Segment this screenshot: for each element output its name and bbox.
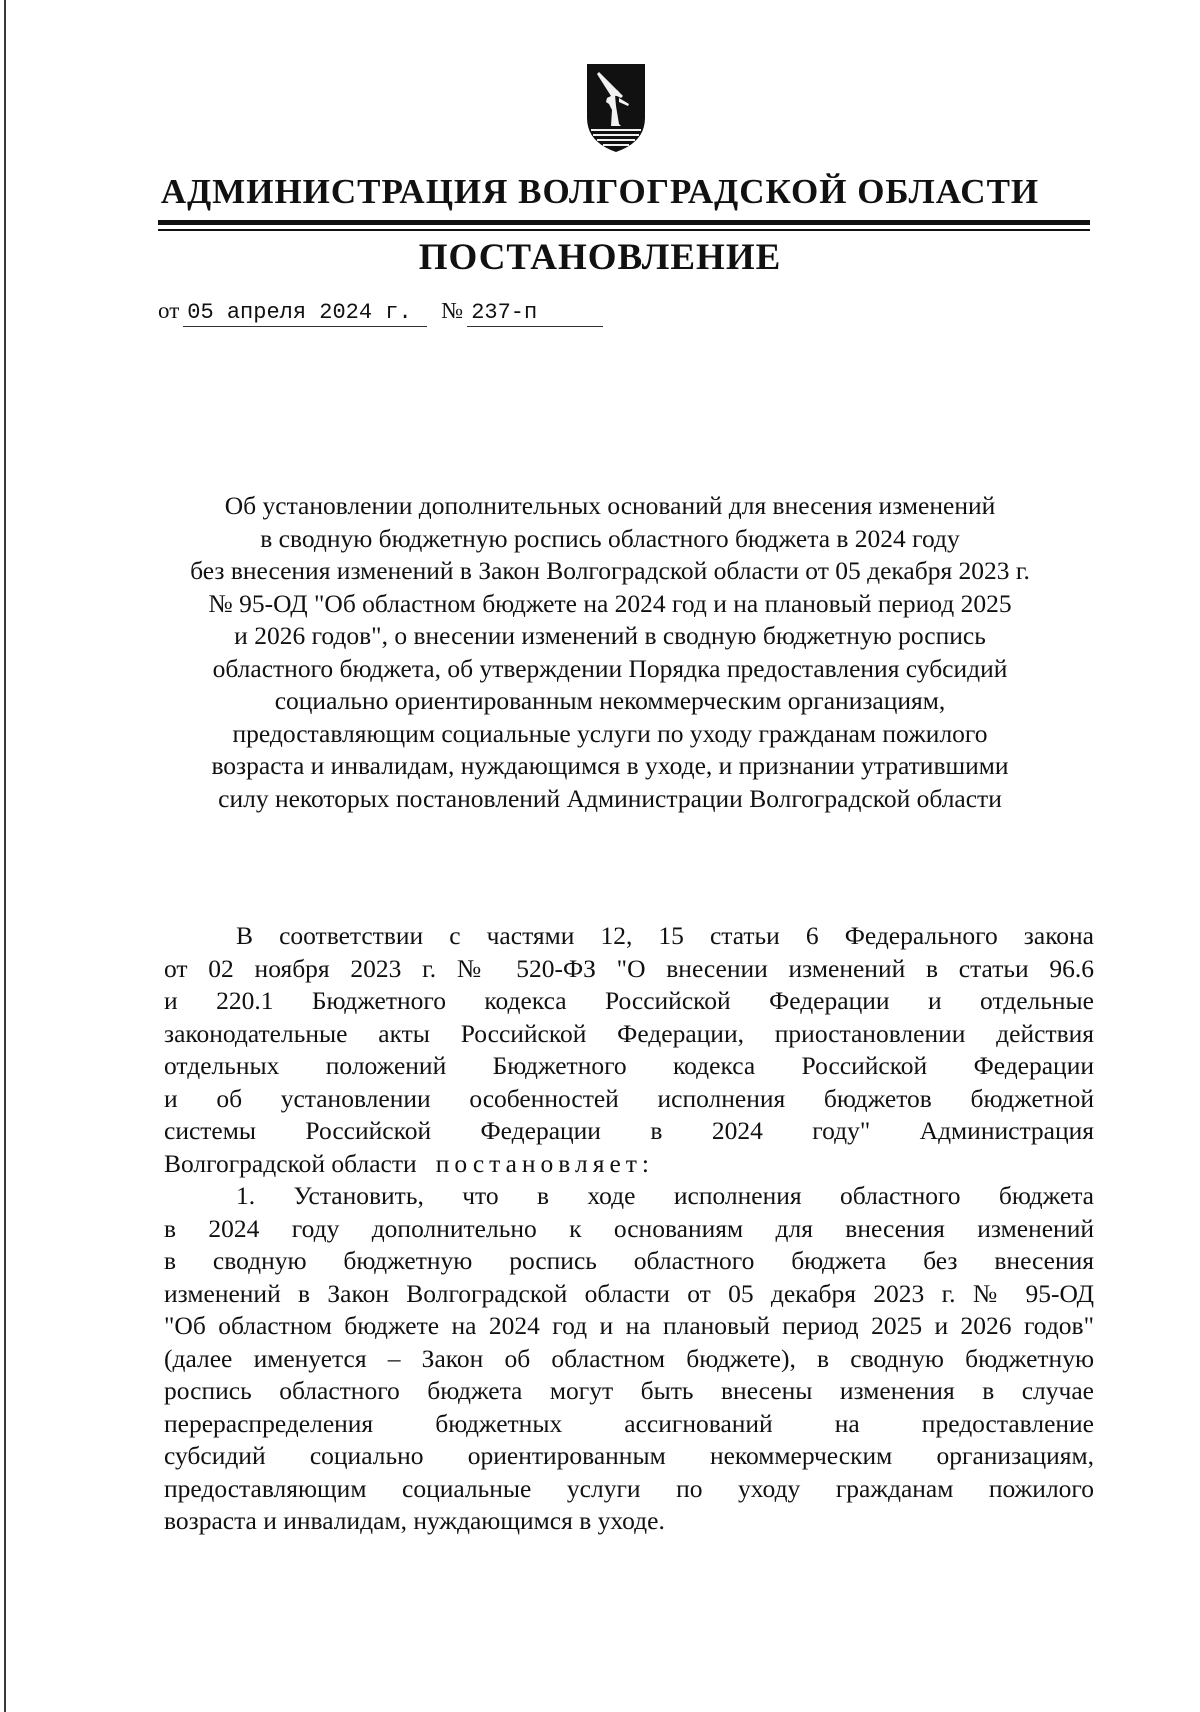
preamble-line: отдельных положений Бюджетного кодекса Российской Федерации xyxy=(164,1051,1094,1080)
document-type-title: ПОСТАНОВЛЕНИЕ xyxy=(418,237,782,278)
document-body xyxy=(164,920,1094,1538)
clause-line: 1. Установить, что в ходе исполнения областного бюджета xyxy=(236,1181,1094,1210)
clause-line: (далее именуется – Закон об областном бюджете), в сводную бюджетную xyxy=(164,1343,1094,1373)
subject-line: социально ориентированным некоммерческим организациям, xyxy=(274,686,946,715)
date-label: от xyxy=(158,298,180,323)
clause-line: изменений в Закон Волгоградской области от 05 декабря 2023 г. № 95-ОД xyxy=(164,1278,1094,1308)
preamble-line: законодательные акты Российской Федерации, приостановлении действия xyxy=(164,1018,1094,1048)
subject-line: предоставляющим социальные услуги по уходу гражданам пожилого xyxy=(232,718,988,748)
subject-line: возраста и инвалидам, нуждающимся в уходе, и признании утратившими xyxy=(211,751,1009,780)
preamble-line: В соответствии с частями 12, 15 статьи 6 Федерального закона xyxy=(236,921,1094,950)
clause-line: "Об областном бюджете на 2024 год и на плановый период 2025 и 2026 годов" xyxy=(164,1311,1094,1340)
preamble-line: и об установлении особенностей исполнения бюджетов бюджетной xyxy=(164,1083,1094,1113)
header-rule-thin xyxy=(158,229,1090,231)
preamble-final-line xyxy=(164,1148,1094,1181)
clause-line: в 2024 году дополнительно к основаниям для внесения изменений xyxy=(164,1213,1094,1243)
subject-line: силу некоторых постановлений Администрации Волгоградской области xyxy=(218,783,1002,813)
clause-line: субсидий социально ориентированным некоммерческим организациям, xyxy=(164,1441,1094,1470)
subject-line: и 2026 годов", о внесении изменений в сводную бюджетную роспись xyxy=(234,621,986,650)
date-value: 05 апреля 2024 г. xyxy=(183,300,427,327)
preamble-line: системы Российской Федерации в 2024 году" Администрация xyxy=(164,1116,1094,1145)
scan-edge-line xyxy=(4,0,6,1712)
preamble-line: и 220.1 Бюджетного кодекса Российской Федерации и отдельные xyxy=(164,986,1094,1015)
clause-line: возраста и инвалидам, нуждающимся в уходе. xyxy=(164,1506,665,1535)
clause-line: перераспределения бюджетных ассигнований на предоставление xyxy=(164,1408,1094,1438)
subject-line: без внесения изменений в Закон Волгоградской области от 05 декабря 2023 г. xyxy=(190,556,1030,585)
subject-line: областного бюджета, об утверждении Порядка предоставления субсидий xyxy=(212,653,1008,683)
subject-line: № 95-ОД "Об областном бюджете на 2024 год и на плановый период 2025 xyxy=(208,588,1012,618)
clause-line: предоставляющим социальные услуги по уходу гражданам пожилого xyxy=(164,1473,1094,1503)
number-label: № xyxy=(441,298,464,323)
subject-line: Об установлении дополнительных оснований для внесения изменений xyxy=(224,491,996,520)
clause-line: в сводную бюджетную роспись областного бюджета без внесения xyxy=(164,1246,1094,1275)
date-number-line xyxy=(158,298,603,327)
number-value: 237-п xyxy=(467,300,603,327)
clause-line: роспись областного бюджета могут быть внесены изменения в случае xyxy=(164,1376,1094,1405)
volgograd-emblem-icon xyxy=(585,62,647,154)
subject-line: в сводную бюджетную роспись областного бюджета в 2024 году xyxy=(260,523,960,553)
preamble-line: от 02 ноября 2023 г. № 520-ФЗ "О внесении изменений в статьи 96.6 xyxy=(164,953,1094,983)
header-rule-thick xyxy=(158,220,1090,225)
document-subject xyxy=(160,490,1060,815)
preamble-line-start: Волгоградской области xyxy=(164,1148,417,1178)
organization-name: АДМИНИСТРАЦИЯ ВОЛГОГРАДСКОЙ ОБЛАСТИ xyxy=(160,172,1040,211)
resolves-word: постановляет: xyxy=(435,1148,655,1178)
